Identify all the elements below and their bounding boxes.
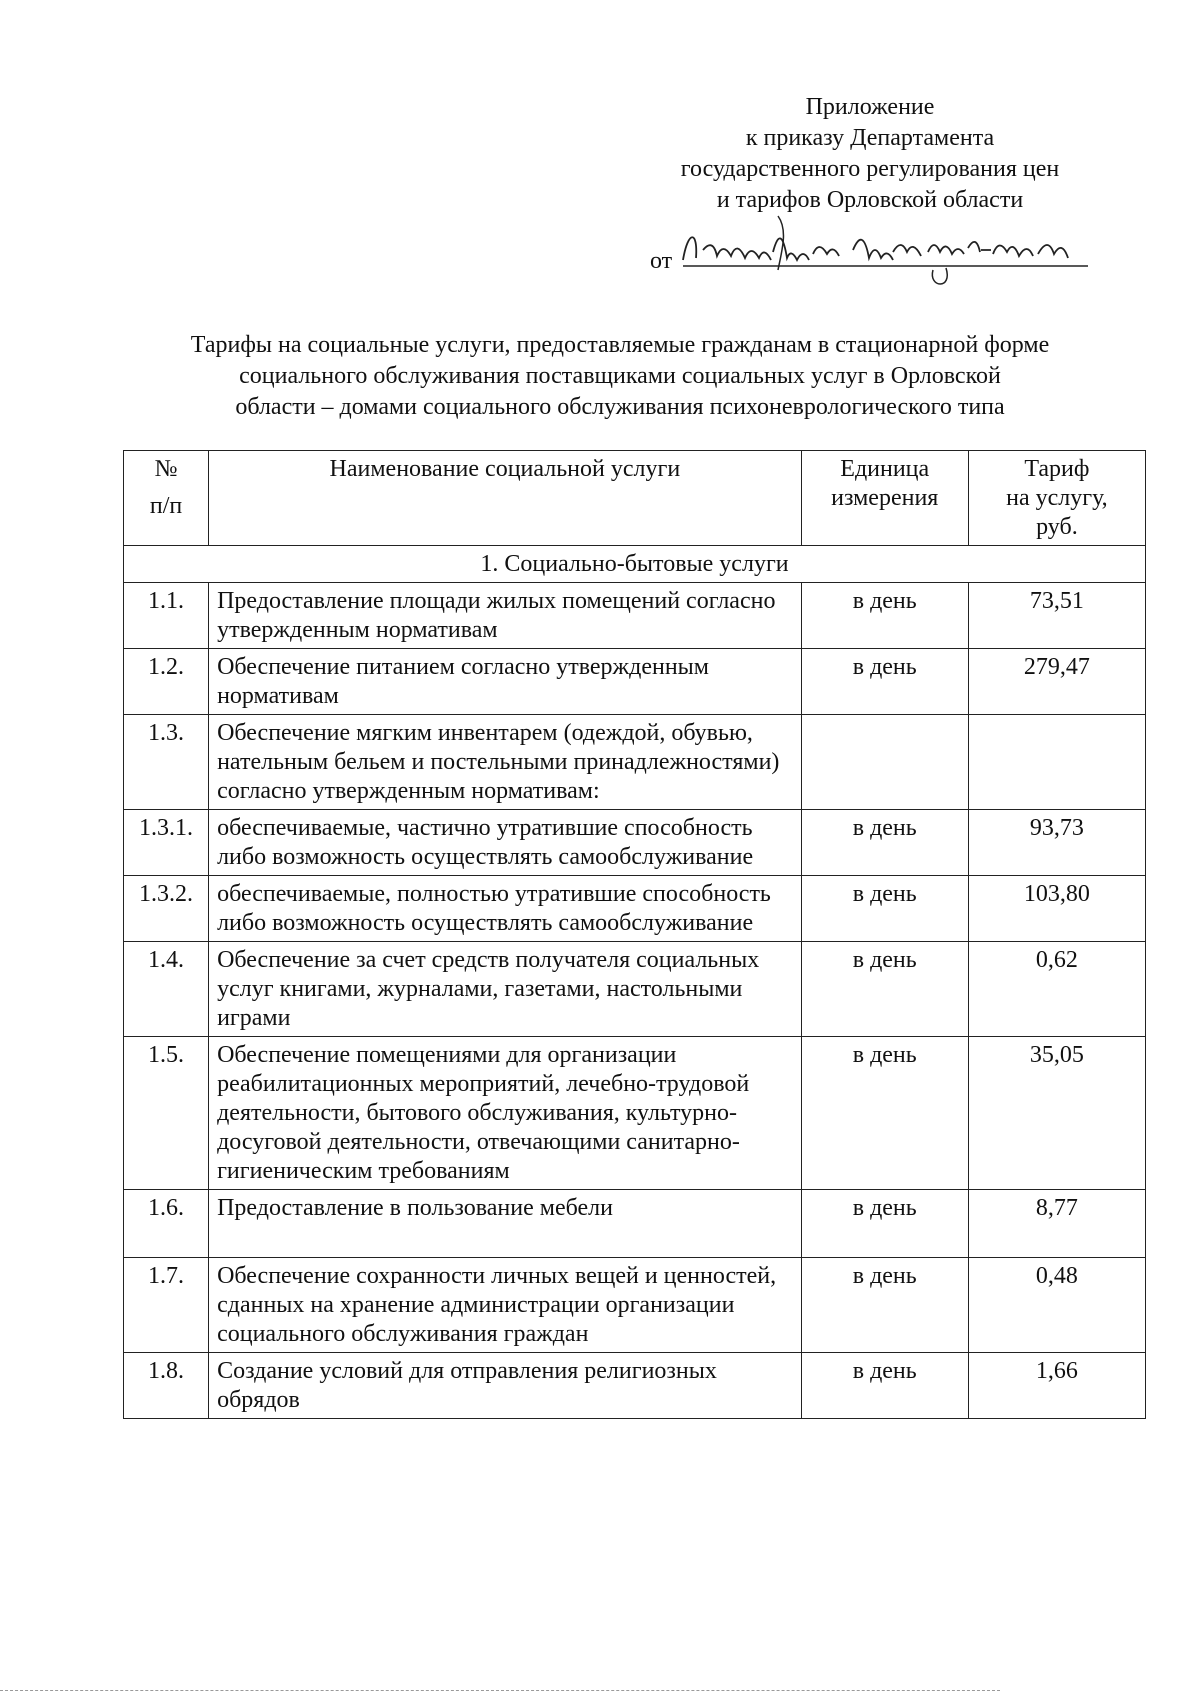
row-num: 1.8.	[124, 1353, 209, 1419]
row-name: обеспечиваемые, частично утратившие способность либо возможность осуществлять самообслуживание	[209, 810, 802, 876]
row-unit: в день	[801, 876, 968, 942]
row-name: Предоставление площади жилых помещений согласно утвержденным нормативам	[209, 583, 802, 649]
row-tariff: 0,48	[968, 1258, 1145, 1353]
table-body	[124, 546, 1146, 1419]
row-name: Обеспечение за счет средств получателя социальных услуг книгами, журналами, газетами, настольными играми	[209, 942, 802, 1037]
table-row	[124, 942, 1146, 1037]
row-unit: в день	[801, 1353, 968, 1419]
header-tariff-line1: Тариф	[1024, 456, 1090, 482]
row-unit: в день	[801, 1037, 968, 1190]
row-num: 1.2.	[124, 649, 209, 715]
row-tariff: 103,80	[968, 876, 1145, 942]
row-tariff: 93,73	[968, 810, 1145, 876]
header-num-line2: п/п	[149, 493, 183, 519]
row-unit: в день	[801, 583, 968, 649]
header-tariff	[968, 451, 1145, 546]
header-num	[124, 451, 209, 546]
order-date-line	[650, 248, 672, 275]
row-num: 1.6.	[124, 1190, 209, 1258]
table-row	[124, 1353, 1146, 1419]
table-row	[124, 1037, 1146, 1190]
appendix-line-3: государственного регулирования цен	[680, 156, 1060, 182]
row-tariff: 73,51	[968, 583, 1145, 649]
appendix-line-4: и тарифов Орловской области	[716, 187, 1024, 213]
handwritten-date-signature	[678, 210, 1098, 290]
row-name: обеспечиваемые, полностью утратившие способность либо возможность осуществлять самообслуживание	[209, 876, 802, 942]
section-title: 1. Социально-бытовые услуги	[124, 546, 1146, 583]
row-num: 1.3.1.	[124, 810, 209, 876]
row-tariff: 1,66	[968, 1353, 1145, 1419]
row-unit: в день	[801, 942, 968, 1037]
row-name: Обеспечение питанием согласно утвержденным нормативам	[209, 649, 802, 715]
title-line-1: Тарифы на социальные услуги, предоставляемые гражданам в стационарной форме	[190, 332, 1050, 358]
scan-edge-line	[0, 1690, 1000, 1692]
table-header-row	[124, 451, 1146, 546]
table-row	[124, 715, 1146, 810]
tariffs-table	[123, 450, 1146, 1419]
row-name: Предоставление в пользование мебели	[209, 1190, 802, 1258]
table-row	[124, 649, 1146, 715]
title-line-2: социального обслуживания поставщиками социальных услуг в Орловской	[239, 363, 1001, 389]
row-name: Создание условий для отправления религиозных обрядов	[209, 1353, 802, 1419]
header-tariff-line3: руб.	[1036, 514, 1078, 540]
appendix-line-2: к приказу Департамента	[745, 125, 995, 151]
table-row	[124, 876, 1146, 942]
row-num: 1.5.	[124, 1037, 209, 1190]
row-unit	[801, 715, 968, 810]
header-num-line1: №	[154, 456, 178, 482]
row-name: Обеспечение мягким инвентарем (одеждой, обувью, нательным бельем и постельными принадлежностями) согласно утвержденным нормативам:	[209, 715, 802, 810]
appendix-header	[640, 92, 1100, 216]
row-name: Обеспечение сохранности личных вещей и ценностей, сданных на хранение администрации организации социального обслуживания граждан	[209, 1258, 802, 1353]
row-unit: в день	[801, 649, 968, 715]
row-num: 1.7.	[124, 1258, 209, 1353]
header-name: Наименование социальной услуги	[209, 451, 802, 546]
header-tariff-line2: на услугу,	[1006, 485, 1108, 511]
row-name: Обеспечение помещениями для организации реабилитационных мероприятий, лечебно-трудовой деятельности, бытового обслуживания, культурно-досуговой деятельности, отвечающими санитарно-гигиеническим требованиям	[209, 1037, 802, 1190]
table-row	[124, 1190, 1146, 1258]
row-num: 1.4.	[124, 942, 209, 1037]
table-row	[124, 1258, 1146, 1353]
title-line-3: области – домами социального обслуживания психоневрологического типа	[235, 394, 1005, 420]
row-unit: в день	[801, 1258, 968, 1353]
row-tariff: 0,62	[968, 942, 1145, 1037]
header-unit-line1: Единица	[840, 456, 930, 482]
header-unit-line2: измерения	[831, 485, 939, 511]
row-tariff	[968, 715, 1145, 810]
document-title	[120, 330, 1120, 423]
table-row	[124, 583, 1146, 649]
date-prefix: от	[650, 248, 673, 274]
header-unit	[801, 451, 968, 546]
section-row	[124, 546, 1146, 583]
row-unit: в день	[801, 1190, 968, 1258]
table-row	[124, 810, 1146, 876]
row-unit: в день	[801, 810, 968, 876]
row-tariff: 35,05	[968, 1037, 1145, 1190]
row-num: 1.1.	[124, 583, 209, 649]
row-num: 1.3.	[124, 715, 209, 810]
row-num: 1.3.2.	[124, 876, 209, 942]
row-tariff: 279,47	[968, 649, 1145, 715]
row-tariff: 8,77	[968, 1190, 1145, 1258]
appendix-line-1: Приложение	[805, 94, 935, 120]
